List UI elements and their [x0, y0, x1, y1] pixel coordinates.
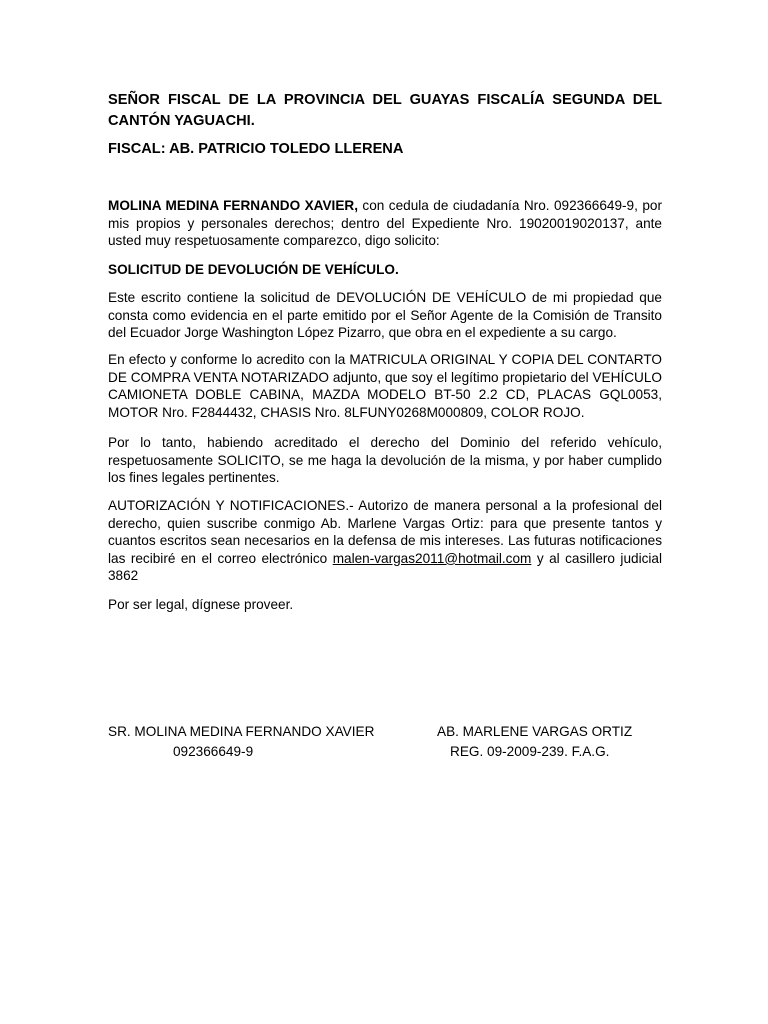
closing-line: Por ser legal, dígnese proveer. [108, 597, 294, 612]
lawyer-signature-name: AB. MARLENE VARGAS ORTIZ [437, 724, 633, 739]
lawyer-signature-registration: REG. 09-2009-239. F.A.G. [450, 744, 610, 759]
petitioner-name: MOLINA MEDINA FERNANDO XAVIER, [108, 198, 358, 213]
request-subject: SOLICITUD DE DEVOLUCIÓN DE VEHÍCULO. [108, 262, 399, 277]
authorization-text-end: y al casillero judicial 3862 [108, 550, 662, 584]
authorization-paragraph [108, 497, 662, 585]
request-paragraph: Este escrito contiene la solicitud de DEVOLUCIÓN DE VEHÍCULO de mi propiedad que consta como evidencia en el parte emitido por el Señor Agente de la Comisión de Transito del Ecuador Jorge Washington López Pizarro, que obra en el expediente a su cargo. [108, 290, 662, 341]
petitioner-signature-name: SR. MOLINA MEDINA FERNANDO XAVIER [108, 724, 375, 739]
petition-paragraph: Por lo tanto, habiendo acreditado el derecho del Dominio del referido vehículo, respetuosamente SOLICITO, se me haga la devolución de la misma, y por haber cumplido los fines legales pertinentes. [108, 435, 662, 486]
prosecutor-heading: FISCAL: AB. PATRICIO TOLEDO LLERENA [108, 141, 404, 157]
intro-paragraph [108, 197, 662, 250]
authorization-text: AUTORIZACIÓN Y NOTIFICACIONES.- Autorizo de manera personal a la profesional del derecho, quien suscribe conmigo Ab. Marlene Vargas Ortiz: para que presente tantos y cuantos escritos sean necesarios en la defensa de mis intereses. Las futuras notificaciones las recibiré en el correo electrónico [108, 498, 662, 566]
intro-text: con cedula de ciudadanía Nro. 092366649-9, por mis propios y personales derechos; dentro del Expediente Nro. 19020019020137, ante usted muy respetuosamente comparezco, digo solicito: [108, 198, 662, 249]
addressee-heading: SEÑOR FISCAL DE LA PROVINCIA DEL GUAYAS FISCALÍA SEGUNDA DEL CANTÓN YAGUACHI. [108, 92, 662, 129]
ownership-paragraph: En efecto y conforme lo acredito con la MATRICULA ORIGINAL Y COPIA DEL CONTARTO DE COMPRA VENTA NOTARIZADO adjunto, que soy el legítimo propietario del VEHÍCULO CAMIONETA DOBLE CABINA, MAZDA MODELO BT-50 2.2 CD, PLACAS GQL0053, MOTOR Nro. F2844432, CHASIS Nro. 8LFUNY0268M000809, COLOR ROJO. [108, 352, 662, 420]
petitioner-signature-id: 092366649-9 [173, 744, 254, 759]
email-link[interactable]: malen-vargas2011@hotmail.com [332, 550, 532, 566]
